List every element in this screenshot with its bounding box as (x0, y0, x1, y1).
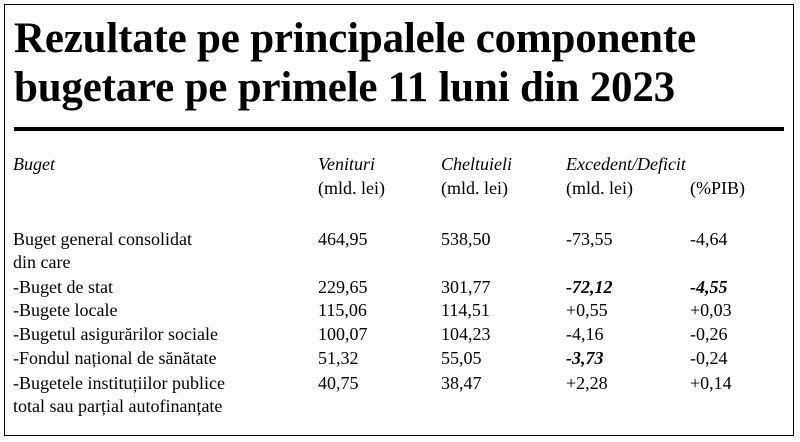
header-cheltuieli-unit: (mld. lei) (441, 178, 508, 198)
header-venituri: Venituri (318, 154, 375, 174)
cell-excedent-highlight: -3,73 (566, 348, 604, 368)
row-label: -Bugetul asigurărilor sociale (13, 324, 218, 344)
cell-venituri: 464,95 (318, 229, 368, 249)
cell-excedent: +0,55 (566, 300, 608, 320)
header-cheltuieli: Cheltuieli (441, 154, 512, 174)
header-venituri-unit: (mld. lei) (318, 178, 385, 198)
cell-cheltuieli: 114,51 (441, 300, 490, 320)
cell-excedent: +2,28 (566, 373, 608, 393)
cell-cheltuieli: 38,47 (441, 373, 482, 393)
cell-pib: -0,26 (690, 324, 728, 344)
title-divider (14, 127, 784, 131)
cell-venituri: 40,75 (318, 373, 359, 393)
cell-venituri: 115,06 (318, 300, 367, 320)
cell-cheltuieli: 104,23 (441, 324, 491, 344)
cell-pib: -4,64 (690, 229, 728, 249)
cell-excedent: -4,16 (566, 324, 604, 344)
cell-pib: -0,24 (690, 348, 728, 368)
cell-venituri: 51,32 (318, 348, 359, 368)
row-label-cont: din care (13, 252, 71, 272)
cell-excedent-highlight: -72,12 (566, 277, 613, 297)
cell-pib: +0,03 (690, 300, 732, 320)
title-line-2: bugetare pe primele 11 luni din 2023 (14, 64, 675, 111)
row-label: -Bugetele instituțiilor publice (13, 373, 225, 393)
row-label: -Buget de stat (13, 277, 113, 297)
page-title (14, 14, 794, 112)
cell-pib: +0,14 (690, 373, 732, 393)
cell-cheltuieli: 538,50 (441, 229, 491, 249)
cell-excedent: -73,55 (566, 229, 613, 249)
cell-pib-highlight: -4,55 (690, 277, 728, 297)
row-label: -Fondul național de sănătate (13, 348, 217, 368)
header-excedent-unit: (mld. lei) (566, 178, 633, 198)
row-label-cont: total sau parțial autofinanțate (13, 396, 223, 416)
header-buget: Buget (13, 154, 55, 174)
cell-venituri: 229,65 (318, 277, 368, 297)
row-label: -Bugete locale (13, 300, 118, 320)
cell-venituri: 100,07 (318, 324, 368, 344)
header-pib-unit: (%PIB) (690, 178, 745, 198)
title-line-1: Rezultate pe principalele componente (14, 15, 696, 62)
cell-cheltuieli: 301,77 (441, 277, 491, 297)
row-label: Buget general consolidat (13, 229, 192, 249)
cell-cheltuieli: 55,05 (441, 348, 482, 368)
header-excedent: Excedent/Deficit (566, 154, 686, 174)
